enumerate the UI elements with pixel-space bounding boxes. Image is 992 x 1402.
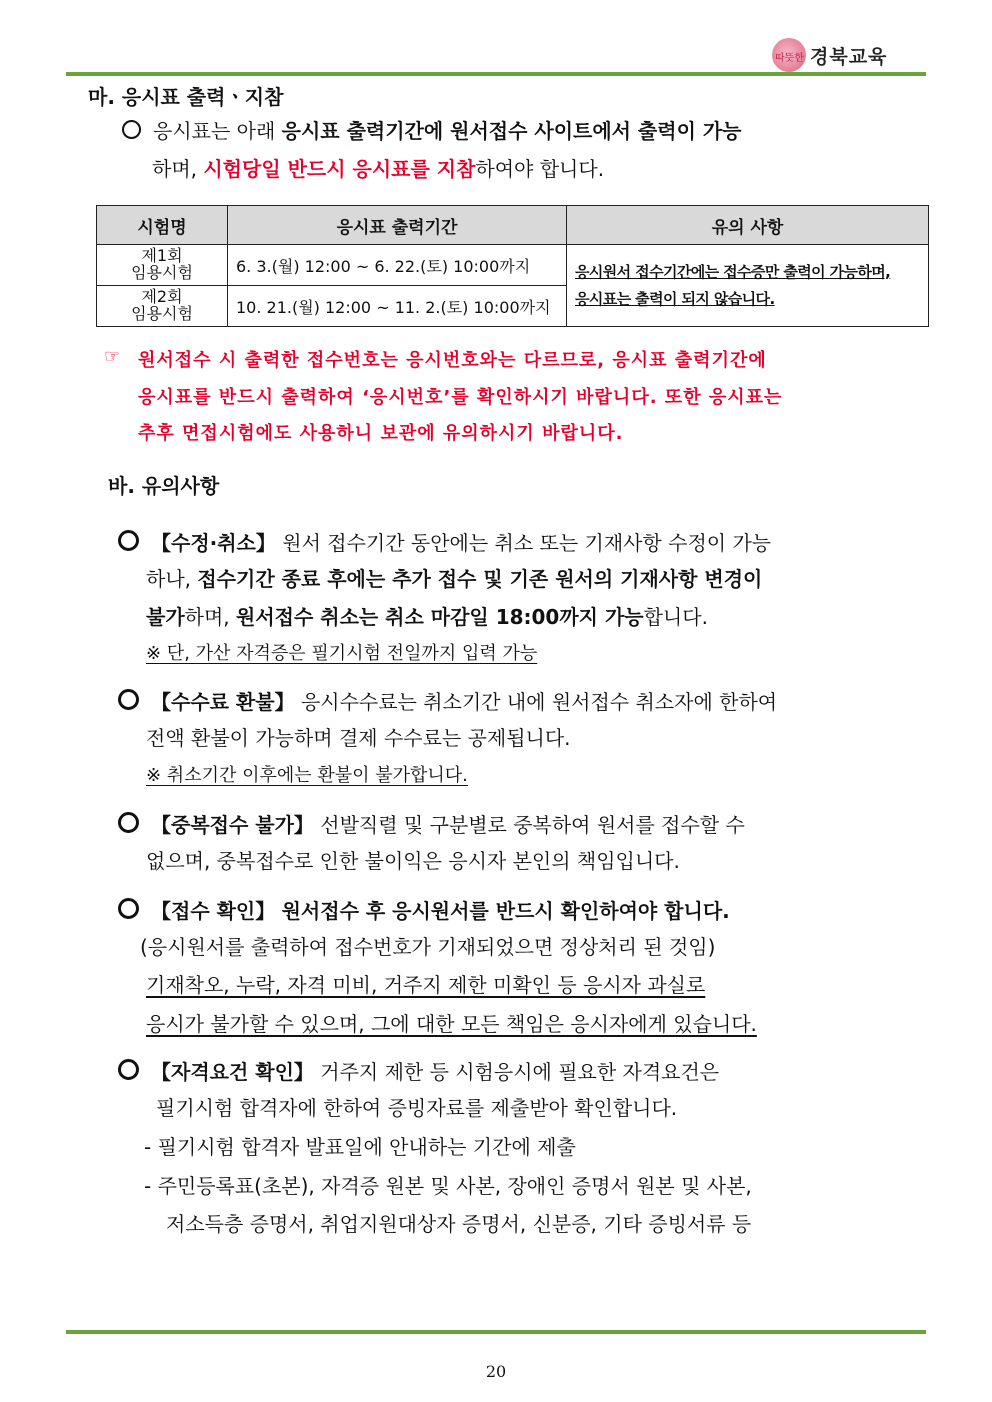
bullet-circle-icon [118,812,139,833]
table-header: 시험명 [97,206,228,245]
item-eligibility-dash2-cont: 저소득층 증명서, 취업지원대상자 증명서, 신분증, 기타 증빙서류 등 [166,1212,752,1236]
period-cell: 10. 21.(월) 12:00 ~ 11. 2.(토) 10:00까지 [228,286,567,327]
logo-text: 경북교육 [810,45,888,68]
section-ma-line2: 하며, 시험당일 반드시 응시표를 지참하여야 합니다. [152,157,605,181]
pointing-hand-icon: ☞ [104,346,121,367]
table-row [97,245,929,286]
table-header-row [97,206,929,245]
header-logo [772,38,887,72]
item-confirm-line3: 기재착오, 누락, 자격 미비, 거주지 제한 미확인 등 응시자 과실로 [146,973,706,997]
item-edit-cancel-line2: 하나, 접수기간 종료 후에는 추가 접수 및 기존 원서의 기재사항 변경이 [146,567,763,591]
item-eligibility-dash1: - 필기시험 합격자 발표일에 안내하는 기간에 제출 [144,1135,576,1159]
item-eligibility-line2: 필기시험 합격자에 한하여 증빙자료를 제출받아 확인합니다. [156,1096,678,1120]
item-refund-line2: 전액 환불이 가능하며 결제 수수료는 공제됩니다. [146,726,571,750]
notice-line2: 응시표를 반드시 출력하여 ‘응시번호’를 확인하시기 바랍니다. 또한 응시표는 [138,387,783,408]
item-edit-cancel-line3: 불가하며, 원서접수 취소는 취소 마감일 18:00까지 가능합니다. [146,605,708,629]
period-cell: 6. 3.(월) 12:00 ~ 6. 22.(토) 10:00까지 [228,245,567,286]
bullet-circle-icon [118,530,139,551]
footer-rule [66,1330,926,1334]
bullet-circle-icon [118,898,139,919]
exam-name-cell: 제1회 임용시험 [97,245,228,286]
item-eligibility-dash2: - 주민등록표(초본), 자격증 원본 및 사본, 장애인 증명서 원본 및 사본, [144,1174,752,1198]
item-confirm-line2: (응시원서를 출력하여 접수번호가 기재되었으면 정상처리 된 것임) [140,935,716,959]
item-eligibility: 【자격요건 확인】 거주지 제한 등 시험응시에 필요한 자격요건은 [118,1059,719,1082]
item-refund-note: ※ 취소기간 이후에는 환불이 불가합니다. [146,765,468,786]
exam-name-cell: 제2회 임용시험 [97,286,228,327]
section-ma-title: 마. 응시표 출력ㆍ지참 [88,85,284,109]
print-period-table [96,205,929,327]
item-refund: 【수수료 환불】 응시수수료는 취소기간 내에 원서접수 취소자에 한하여 [118,689,777,712]
bullet-circle-icon [118,689,139,710]
page-number: 20 [485,1362,507,1381]
table-note-cell: 응시원서 접수기간에는 접수증만 출력이 가능하며, 응시표는 출력이 되지 않습니다. [567,245,929,327]
logo-tagline: 따뜻한 [775,53,804,64]
header-rule [66,72,926,76]
table-header: 유의 사항 [567,206,929,245]
item-edit-cancel: 【수정·취소】 원서 접수기간 동안에는 취소 또는 기재사항 수정이 가능 [118,530,771,553]
item-edit-cancel-note: ※ 단, 가산 자격증은 필기시험 전일까지 입력 가능 [146,643,538,664]
section-ma-line1: 응시표는 아래 응시표 출력기간에 원서접수 사이트에서 출력이 가능 [122,120,742,141]
notice-line1: 원서접수 시 출력한 접수번호는 응시번호와는 다르므로, 응시표 출력기간에 [138,350,767,371]
notice-line3: 추후 면접시험에도 사용하니 보관에 유의하시기 바랍니다. [138,423,624,444]
item-duplicate: 【중복접수 불가】 선발직렬 및 구분별로 중복하여 원서를 접수할 수 [118,812,745,835]
bullet-circle-icon [118,1059,139,1080]
logo-emblem-icon [772,38,806,72]
item-duplicate-line2: 없으며, 중복접수로 인한 불이익은 응시자 본인의 책임입니다. [146,849,680,873]
item-confirm-line4: 응시가 불가할 수 있으며, 그에 대한 모든 책임은 응시자에게 있습니다. [146,1012,757,1036]
section-ba-title: 바. 유의사항 [108,474,220,498]
item-confirm: 【접수 확인】 원서접수 후 응시원서를 반드시 확인하여야 합니다. [118,898,730,921]
bullet-circle-icon [122,120,141,139]
table-header: 응시표 출력기간 [228,206,567,245]
